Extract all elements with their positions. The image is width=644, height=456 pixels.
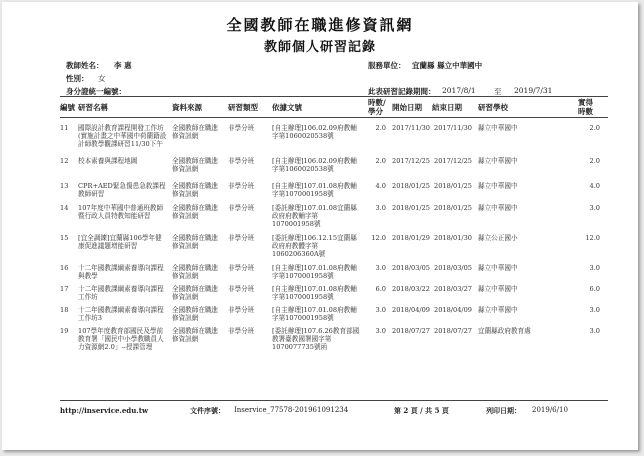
cell-type: 非學分班 xyxy=(228,306,255,314)
cell-source: 全國教師在職進修資訊網 xyxy=(172,285,219,301)
cell-doc: [委託辦理]106.12.15宜蘭縣政府府教體字第1060206360A號 xyxy=(272,234,357,258)
cell-no: 19 xyxy=(60,327,69,335)
cell-school: 縣立中華國中 xyxy=(478,182,518,190)
cell-school: 宜蘭縣政府教育處 xyxy=(478,327,531,335)
cell-no: 11 xyxy=(60,124,69,132)
cell-hours: 2.0 xyxy=(375,124,386,132)
cell-name: 107學年度教育部國民及學前教育署「國民中小學教職員人力資源網2.0」--授課管理 xyxy=(78,327,164,351)
header-top-rule xyxy=(60,96,608,97)
cell-earned: 3.0 xyxy=(589,204,600,212)
cell-name: 十二年國教課綱素養導向課程工作坊 xyxy=(78,285,164,301)
site-title: 全國教師在職進修資訊網 xyxy=(226,16,414,34)
cell-earned: 4.0 xyxy=(589,182,600,190)
col-header-hours-1: 時數/ xyxy=(368,98,386,107)
cell-start: 2018/03/22 xyxy=(392,285,431,293)
col-header-hours-2: 學分 xyxy=(368,107,383,116)
cell-earned: 2.0 xyxy=(589,157,600,165)
cell-source: 全國教師在職進修資訊網 xyxy=(172,157,219,173)
record-period-end: 2019/7/31 xyxy=(514,86,553,95)
col-header-type: 研習類型 xyxy=(228,103,258,112)
cell-type: 非學分班 xyxy=(228,264,255,272)
cell-earned: 3.0 xyxy=(589,327,600,335)
cell-no: 17 xyxy=(60,285,69,293)
cell-source: 全國教師在職進修資訊網 xyxy=(172,234,219,250)
cell-name: 十二年國教課綱素養導向課程工作坊3 xyxy=(78,306,164,322)
cell-hours: 3.0 xyxy=(375,264,386,272)
cell-doc: [自主辦理]107.01.08府教輔字第1070001958號 xyxy=(272,264,357,280)
cell-earned: 12.0 xyxy=(585,234,600,242)
cell-source: 全國教師在職進修資訊網 xyxy=(172,182,219,198)
record-period-label: 此表研習記錄期間： xyxy=(368,87,436,96)
cell-hours: 3.0 xyxy=(375,306,386,314)
teacher-name-value: 李 惠 xyxy=(114,61,132,70)
cell-source: 全國教師在職進修資訊網 xyxy=(172,306,219,322)
cell-end: 2018/04/09 xyxy=(434,306,473,314)
col-header-start: 開始日期 xyxy=(392,103,422,112)
col-header-source: 資料來源 xyxy=(172,103,202,112)
cell-hours: 6.0 xyxy=(375,285,386,293)
cell-end: 2017/11/30 xyxy=(434,124,473,132)
service-unit-label: 服務單位： xyxy=(368,61,406,70)
cell-doc: [委託辦理]107.6.26教育部國教署臺教國署國字第1070077735號函 xyxy=(272,327,360,351)
cell-school: 縣立中華國中 xyxy=(478,285,518,293)
cell-end: 2018/03/05 xyxy=(434,264,473,272)
cell-name: 107年度中華國中普通班教師暨行政人員特教知能研習 xyxy=(78,204,164,220)
cell-type: 非學分班 xyxy=(228,204,255,212)
cell-school: 縣立中華國中 xyxy=(478,264,518,272)
cell-doc: [自主辦理]107.01.08府教輔字第1070001958號 xyxy=(272,285,357,301)
col-header-end: 結束日期 xyxy=(432,103,462,112)
cell-source: 全國教師在職進修資訊網 xyxy=(172,264,219,280)
col-header-earned-1: 實得 xyxy=(578,98,593,107)
record-period-start: 2017/8/1 xyxy=(442,86,476,95)
cell-hours: 3.0 xyxy=(375,327,386,335)
cell-end: 2018/01/30 xyxy=(434,234,473,242)
serial-value: Inservice_77578-201961091234 xyxy=(234,406,349,414)
cell-doc: [委託辦理]107.01.08宜蘭縣政府府教輔字第1070001958號 xyxy=(272,204,357,228)
cell-no: 14 xyxy=(60,204,69,212)
cell-doc: [自主辦理]106.02.09府教輔字第1060020538號 xyxy=(272,157,357,173)
cell-start: 2017/11/30 xyxy=(392,124,431,132)
cell-start: 2018/01/25 xyxy=(392,204,431,212)
cell-school: 縣立中華國中 xyxy=(478,204,518,212)
cell-doc: [自主辦理]107.01.08府教輔字第1070001958號 xyxy=(272,182,357,198)
cell-source: 全國教師在職進修資訊網 xyxy=(172,124,219,140)
cell-hours: 2.0 xyxy=(375,157,386,165)
col-header-school: 研習學校 xyxy=(478,103,508,112)
cell-source: 全國教師在職進修資訊網 xyxy=(172,204,219,220)
cell-earned: 2.0 xyxy=(589,124,600,132)
cell-earned: 6.0 xyxy=(589,285,600,293)
cell-no: 18 xyxy=(60,306,69,314)
cell-type: 非學分班 xyxy=(228,182,255,190)
cell-name: [宜全調練]宜蘭縣106學年健康促進議題增能研習 xyxy=(78,234,162,250)
cell-hours: 12.0 xyxy=(371,234,386,242)
col-header-no: 編號 xyxy=(60,103,75,112)
cell-name: 校本素養與課程地圖 xyxy=(78,157,138,165)
col-header-earned-2: 時數 xyxy=(578,107,593,116)
cell-type: 非學分班 xyxy=(228,285,255,293)
cell-start: 2018/03/05 xyxy=(392,264,431,272)
cell-name: CPR+AED緊急傷患急救課程教師研習 xyxy=(78,182,166,198)
cell-type: 非學分班 xyxy=(228,327,255,335)
cell-no: 13 xyxy=(60,182,69,190)
cell-earned: 3.0 xyxy=(589,306,600,314)
cell-type: 非學分班 xyxy=(228,234,255,242)
cell-start: 2018/01/29 xyxy=(392,234,431,242)
header-bottom-rule xyxy=(60,117,608,118)
cell-school: 縣立中華國中 xyxy=(478,157,518,165)
cell-school: 縣立中華國中 xyxy=(478,306,518,314)
page-indicator: 第 2 頁 / 共 5 頁 xyxy=(394,406,449,415)
print-date-label: 列印日期： xyxy=(486,406,521,415)
id-number-label: 身分證統一編號： xyxy=(66,87,126,96)
report-title: 教師個人研習記錄 xyxy=(263,40,376,55)
cell-source: 全國教師在職進修資訊網 xyxy=(172,327,219,343)
service-unit-value: 宜蘭縣 縣立中華國中 xyxy=(412,61,483,70)
print-date-value: 2019/6/10 xyxy=(532,406,568,414)
cell-name: 國際設計教育課程開發工作坊(實施計畫之中華國中荷蘭籍設計師教學觀課研習11/30下午 xyxy=(78,124,167,148)
document-page xyxy=(2,2,638,450)
cell-end: 2018/01/25 xyxy=(434,182,473,190)
cell-school: 縣立中華國中 xyxy=(478,124,518,132)
gender-label: 性別： xyxy=(66,74,89,83)
cell-doc: [自主辦理]106.02.09府教輔字第1060020538號 xyxy=(272,124,357,140)
cell-type: 非學分班 xyxy=(228,124,255,132)
cell-start: 2018/01/25 xyxy=(392,182,431,190)
serial-label: 文件序號： xyxy=(190,406,225,415)
gender-value: 女 xyxy=(98,74,106,83)
cell-hours: 3.0 xyxy=(375,204,386,212)
col-header-doc: 依據文號 xyxy=(272,103,302,112)
cell-type: 非學分班 xyxy=(228,157,255,165)
cell-name: 十二年國教課綱素養導向課程與教學 xyxy=(78,264,164,280)
cell-earned: 3.0 xyxy=(589,264,600,272)
col-header-name: 研習名稱 xyxy=(78,103,108,112)
record-period-to: 至 xyxy=(494,87,502,96)
cell-no: 16 xyxy=(60,264,69,272)
footer-url: http://inservice.edu.tw xyxy=(60,406,148,415)
teacher-name-label: 教師姓名： xyxy=(66,61,104,70)
cell-end: 2018/01/25 xyxy=(434,204,473,212)
footer-rule xyxy=(60,400,608,401)
cell-end: 2018/03/27 xyxy=(434,285,473,293)
cell-end: 2017/12/25 xyxy=(434,157,473,165)
cell-end: 2018/07/27 xyxy=(434,327,473,335)
cell-no: 15 xyxy=(60,234,69,242)
cell-hours: 4.0 xyxy=(375,182,386,190)
cell-school: 縣立公正國小 xyxy=(478,234,518,242)
cell-doc: [自主辦理]107.01.08府教輔字第1070001958號 xyxy=(272,306,357,322)
cell-start: 2018/07/27 xyxy=(392,327,431,335)
cell-no: 12 xyxy=(60,157,69,165)
cell-start: 2018/04/09 xyxy=(392,306,431,314)
cell-start: 2017/12/25 xyxy=(392,157,431,165)
